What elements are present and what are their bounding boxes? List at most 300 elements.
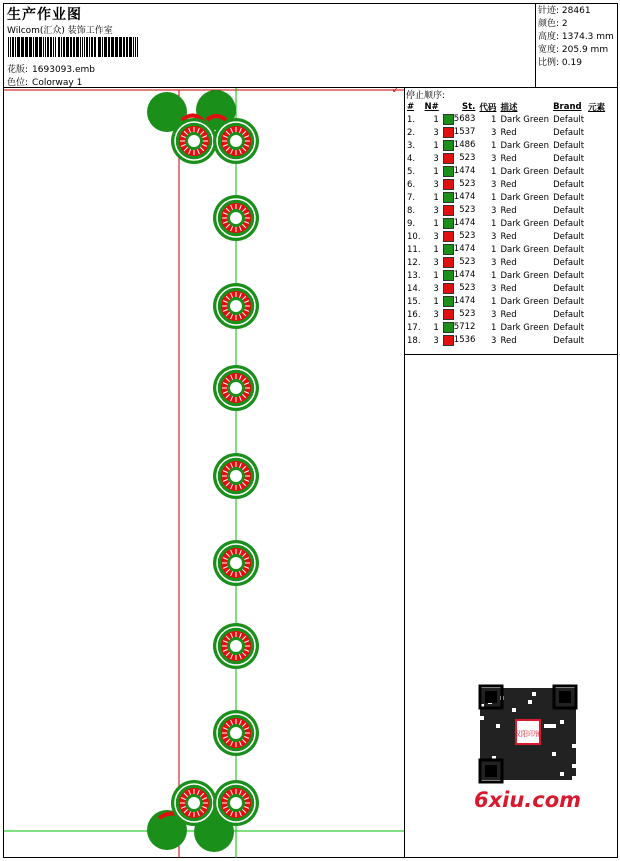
scale-row: [538, 57, 614, 70]
row-code: [477, 204, 498, 217]
stitch-count-row: [538, 5, 614, 18]
row-description-text: Dark Green: [500, 166, 550, 177]
barcode-bar: [84, 37, 85, 57]
row-brand-text: Default: [553, 283, 585, 294]
row-description: [498, 308, 551, 321]
qr-module: [480, 728, 484, 732]
qr-module: [548, 748, 552, 752]
qr-module: [532, 776, 536, 780]
qr-module: [528, 776, 532, 780]
qr-module: [512, 700, 516, 704]
qr-module: [524, 704, 528, 708]
row-stitches-text: 1536: [453, 335, 476, 345]
row-code: [477, 217, 498, 230]
qr-module: [508, 772, 512, 776]
qr-module: [540, 704, 544, 708]
qr-module: [544, 776, 548, 780]
color-swatch: [443, 283, 454, 294]
row-needle-text: 1: [433, 140, 439, 151]
row-stitches-text: 523: [459, 257, 476, 267]
qr-module: [532, 688, 536, 692]
qr-module: [496, 712, 500, 716]
flower-ring: [213, 453, 259, 499]
table-row: [405, 230, 607, 243]
qr-module: [508, 688, 512, 692]
qr-module: [544, 712, 548, 716]
qr-module: [488, 744, 492, 748]
qr-module: [536, 772, 540, 776]
row-brand-text: Default: [553, 218, 585, 229]
qr-module: [536, 768, 540, 772]
qr-module: [572, 740, 576, 744]
qr-module: [552, 756, 556, 760]
color-swatch: [443, 140, 454, 151]
row-code: [477, 321, 498, 334]
qr-module: [504, 760, 508, 764]
qr-module: [540, 748, 544, 752]
barcode-bar: [102, 37, 103, 57]
row-stitches: [441, 230, 478, 243]
barcode-bar: [108, 37, 110, 57]
qr-module: [524, 748, 528, 752]
qr-module: [508, 740, 512, 744]
qr-module: [548, 744, 552, 748]
qr-module: [496, 716, 500, 720]
row-index-text: 12.: [407, 257, 421, 268]
qr-module: [500, 732, 504, 736]
barcode-bar: [135, 37, 136, 57]
row-element: [586, 152, 607, 165]
stitch-count-label: 针迹:: [538, 6, 560, 16]
row-code: [477, 191, 498, 204]
qr-module: [544, 752, 548, 756]
color-swatch: [443, 127, 454, 138]
row-description-text: Red: [500, 257, 517, 268]
qr-module: [552, 760, 556, 764]
table-row: [405, 126, 607, 139]
qr-module: [564, 764, 568, 768]
qr-module: [516, 688, 520, 692]
qr-module: [500, 712, 504, 716]
row-code-text: 3: [491, 127, 497, 138]
qr-module: [564, 752, 568, 756]
table-row: [405, 152, 607, 165]
barcode-bar: [61, 37, 62, 57]
color-swatch: [443, 244, 454, 255]
row-element: [586, 217, 607, 230]
row-stitches-text: 5683: [453, 114, 476, 124]
color-swatch: [443, 231, 454, 242]
row-description-text: Dark Green: [500, 244, 550, 255]
row-description: [498, 204, 551, 217]
qr-module: [520, 692, 524, 696]
qr-module: [524, 688, 528, 692]
qr-module: [532, 708, 536, 712]
row-code: [477, 126, 498, 139]
row-index-text: 3.: [407, 140, 416, 151]
row-index: [405, 178, 423, 191]
qr-module: [480, 724, 484, 728]
color-count-row: [538, 18, 614, 31]
qr-module: [508, 700, 512, 704]
qr-module: [508, 744, 512, 748]
qr-module: [512, 756, 516, 760]
row-index: [405, 282, 423, 295]
qr-module: [564, 748, 568, 752]
row-description: [498, 165, 551, 178]
qr-module: [548, 756, 552, 760]
qr-stamp-text: 汉阳印铺: [514, 730, 542, 738]
row-brand-text: Default: [553, 127, 585, 138]
qr-module: [544, 716, 548, 720]
col-stitches-header: St.: [462, 101, 476, 112]
barcode-bar: [58, 37, 60, 57]
qr-module: [504, 696, 508, 700]
page-title: 生产作业图: [7, 7, 82, 23]
color-swatch: [443, 309, 454, 320]
row-stitches-text: 523: [459, 283, 476, 293]
qr-module: [492, 740, 496, 744]
row-brand: [551, 308, 586, 321]
qr-module: [556, 748, 560, 752]
qr-module: [544, 772, 548, 776]
qr-module: [536, 696, 540, 700]
qr-module: [548, 732, 552, 736]
barcode-bar: [86, 37, 88, 57]
qr-module: [500, 748, 504, 752]
qr-module: [532, 768, 536, 772]
table-row: [405, 217, 607, 230]
width-value: 205.9 mm: [561, 45, 609, 55]
qr-module: [556, 724, 560, 728]
qr-module: [500, 716, 504, 720]
qr-module: [572, 756, 576, 760]
row-description: [498, 230, 551, 243]
row-index-text: 2.: [407, 127, 416, 138]
row-brand-text: Default: [553, 153, 585, 164]
color-swatch: [443, 270, 454, 281]
row-stitches-text: 1474: [453, 296, 476, 306]
row-description: [498, 113, 551, 126]
qr-module: [528, 712, 532, 716]
row-code-text: 1: [491, 166, 497, 177]
qr-module: [520, 756, 524, 760]
qr-module: [488, 728, 492, 732]
qr-module: [572, 732, 576, 736]
row-stitches: [441, 178, 478, 191]
row-needle-text: 3: [433, 179, 439, 190]
qr-module: [568, 772, 572, 776]
qr-module: [532, 772, 536, 776]
row-code: [477, 256, 498, 269]
qr-module: [548, 764, 552, 768]
qr-module: [512, 760, 516, 764]
row-brand-text: Default: [553, 309, 585, 320]
qr-module: [516, 692, 520, 696]
row-brand-text: Default: [553, 192, 585, 203]
table-row: [405, 295, 607, 308]
barcode-bar: [43, 37, 44, 57]
qr-module: [548, 752, 552, 756]
qr-module: [540, 700, 544, 704]
qr-module: [540, 696, 544, 700]
qr-module: [552, 712, 556, 716]
qr-module: [504, 732, 508, 736]
row-code: [477, 282, 498, 295]
row-needle-text: 1: [433, 114, 439, 125]
qr-module: [564, 768, 568, 772]
qr-module: [548, 776, 552, 780]
row-code-text: 3: [491, 257, 497, 268]
row-brand: [551, 243, 586, 256]
barcode: [8, 37, 138, 57]
qr-module: [536, 688, 540, 692]
qr-module: [480, 740, 484, 744]
qr-module: [544, 756, 548, 760]
row-description: [498, 126, 551, 139]
qr-module: [500, 724, 504, 728]
qr-module: [520, 772, 524, 776]
embroidery-preview: [4, 88, 404, 858]
row-element: [586, 243, 607, 256]
row-index-text: 9.: [407, 218, 416, 229]
qr-module: [508, 716, 512, 720]
qr-module: [504, 716, 508, 720]
qr-module: [516, 700, 520, 704]
row-code-text: 3: [491, 153, 497, 164]
row-element: [586, 269, 607, 282]
table-row: [405, 191, 607, 204]
qr-module: [500, 728, 504, 732]
qr-module: [516, 756, 520, 760]
qr-module: [512, 752, 516, 756]
qr-module: [524, 708, 528, 712]
qr-module: [540, 776, 544, 780]
corner-mark: ↙: [392, 88, 399, 94]
row-needle: [423, 295, 441, 308]
qr-module: [516, 764, 520, 768]
row-index-text: 18.: [407, 335, 421, 346]
row-code-text: 3: [491, 205, 497, 216]
qr-module: [556, 744, 560, 748]
qr-module: [552, 748, 556, 752]
qr-module: [560, 744, 564, 748]
qr-module: [572, 752, 576, 756]
qr-module: [496, 720, 500, 724]
qr-module: [548, 688, 552, 692]
qr-module: [512, 696, 516, 700]
row-brand-text: Default: [553, 244, 585, 255]
row-code: [477, 308, 498, 321]
qr-module: [544, 692, 548, 696]
row-description-text: Dark Green: [500, 192, 550, 203]
qr-module: [488, 748, 492, 752]
qr-module: [488, 716, 492, 720]
row-index-text: 10.: [407, 231, 421, 242]
qr-module: [532, 756, 536, 760]
qr-module: [540, 712, 544, 716]
row-stitches-text: 523: [459, 179, 476, 189]
qr-module: [512, 764, 516, 768]
qr-module: [560, 728, 564, 732]
row-needle-text: 1: [433, 244, 439, 255]
row-stitches-text: 1474: [453, 244, 476, 254]
qr-module: [540, 688, 544, 692]
row-element: [586, 178, 607, 191]
scale-label: 比例:: [538, 58, 560, 68]
qr-module: [568, 756, 572, 760]
qr-module: [516, 776, 520, 780]
qr-module: [496, 740, 500, 744]
qr-module: [516, 768, 520, 772]
qr-module: [524, 752, 528, 756]
color-swatch: [443, 166, 454, 177]
row-brand: [551, 230, 586, 243]
row-brand: [551, 256, 586, 269]
row-stitches: [441, 191, 478, 204]
colorway-row: [7, 75, 82, 88]
qr-module: [568, 716, 572, 720]
row-brand: [551, 321, 586, 334]
qr-module: [568, 752, 572, 756]
flower-ring: [213, 540, 259, 586]
qr-module: [568, 776, 572, 780]
width-row: [538, 44, 614, 57]
qr-module: [520, 688, 524, 692]
qr-module: [528, 768, 532, 772]
row-stitches: [441, 282, 478, 295]
row-description-text: Dark Green: [500, 270, 550, 281]
qr-module: [540, 756, 544, 760]
qr-module: [520, 748, 524, 752]
info-divider: [535, 3, 536, 87]
color-count-label: 颜色:: [538, 19, 560, 29]
qr-module: [568, 732, 572, 736]
qr-finder-core: [485, 765, 497, 777]
qr-module: [564, 728, 568, 732]
qr-module: [504, 704, 508, 708]
qr-module: [516, 712, 520, 716]
qr-module: [480, 748, 484, 752]
qr-module: [488, 724, 492, 728]
qr-module: [512, 768, 516, 772]
row-element: [586, 282, 607, 295]
table-row: [405, 308, 607, 321]
row-stitches-text: 5712: [453, 322, 476, 332]
qr-module: [512, 748, 516, 752]
flower-ring: [213, 283, 259, 329]
table-row: [405, 269, 607, 282]
row-stitches-text: 1486: [453, 140, 476, 150]
qr-module: [556, 768, 560, 772]
qr-module: [528, 696, 532, 700]
qr-module: [512, 776, 516, 780]
row-description: [498, 321, 551, 334]
row-stitches-text: 523: [459, 153, 476, 163]
row-needle-text: 3: [433, 205, 439, 216]
row-index-text: 13.: [407, 270, 421, 281]
qr-module: [548, 704, 552, 708]
row-needle: [423, 321, 441, 334]
color-swatch: [443, 218, 454, 229]
qr-module: [524, 772, 528, 776]
row-element: [586, 230, 607, 243]
qr-module: [516, 708, 520, 712]
qr-module: [504, 724, 508, 728]
qr-module: [560, 736, 564, 740]
qr-module: [504, 764, 508, 768]
qr-module: [540, 764, 544, 768]
qr-module: [492, 752, 496, 756]
qr-module: [564, 720, 568, 724]
qr-module: [544, 768, 548, 772]
qr-module: [564, 716, 568, 720]
barcode-bar: [137, 37, 138, 57]
barcode-bar: [39, 37, 42, 57]
qr-module: [532, 704, 536, 708]
qr-module: [480, 720, 484, 724]
row-description-text: Dark Green: [500, 218, 550, 229]
row-element: [586, 126, 607, 139]
qr-module: [508, 728, 512, 732]
height-label: 高度:: [538, 32, 560, 42]
qr-module: [544, 696, 548, 700]
row-index: [405, 165, 423, 178]
qr-module: [548, 728, 552, 732]
qr-module: [480, 732, 484, 736]
row-brand-text: Default: [553, 322, 585, 333]
scale-value: 0.19: [561, 58, 582, 68]
qr-module: [524, 768, 528, 772]
qr-module: [504, 692, 508, 696]
qr-module: [548, 768, 552, 772]
qr-module: [532, 696, 536, 700]
qr-module: [492, 748, 496, 752]
qr-module: [492, 736, 496, 740]
qr-module: [548, 716, 552, 720]
qr-module: [568, 720, 572, 724]
row-stitches-text: 1474: [453, 218, 476, 228]
barcode-bar: [123, 37, 125, 57]
row-needle-text: 1: [433, 322, 439, 333]
qr-module: [536, 712, 540, 716]
qr-module: [540, 692, 544, 696]
row-stitches: [441, 334, 478, 347]
qr-module: [572, 720, 576, 724]
qr-module: [508, 708, 512, 712]
barcode-bar: [111, 37, 114, 57]
colorway-value: Colorway 1: [32, 78, 83, 88]
row-element: [586, 191, 607, 204]
row-code-text: 1: [491, 244, 497, 255]
qr-module: [520, 768, 524, 772]
row-index: [405, 113, 423, 126]
table-row: [405, 113, 607, 126]
qr-module: [560, 776, 564, 780]
qr-module: [572, 768, 576, 772]
row-element: [586, 334, 607, 347]
design-file-label: 花版:: [7, 65, 29, 75]
qr-module: [488, 712, 492, 716]
qr-module: [492, 744, 496, 748]
row-description-text: Red: [500, 283, 517, 294]
qr-module: [500, 736, 504, 740]
qr-module: [556, 716, 560, 720]
qr-module: [504, 748, 508, 752]
row-index: [405, 321, 423, 334]
design-file-row: [7, 62, 95, 75]
qr-module: [524, 756, 528, 760]
